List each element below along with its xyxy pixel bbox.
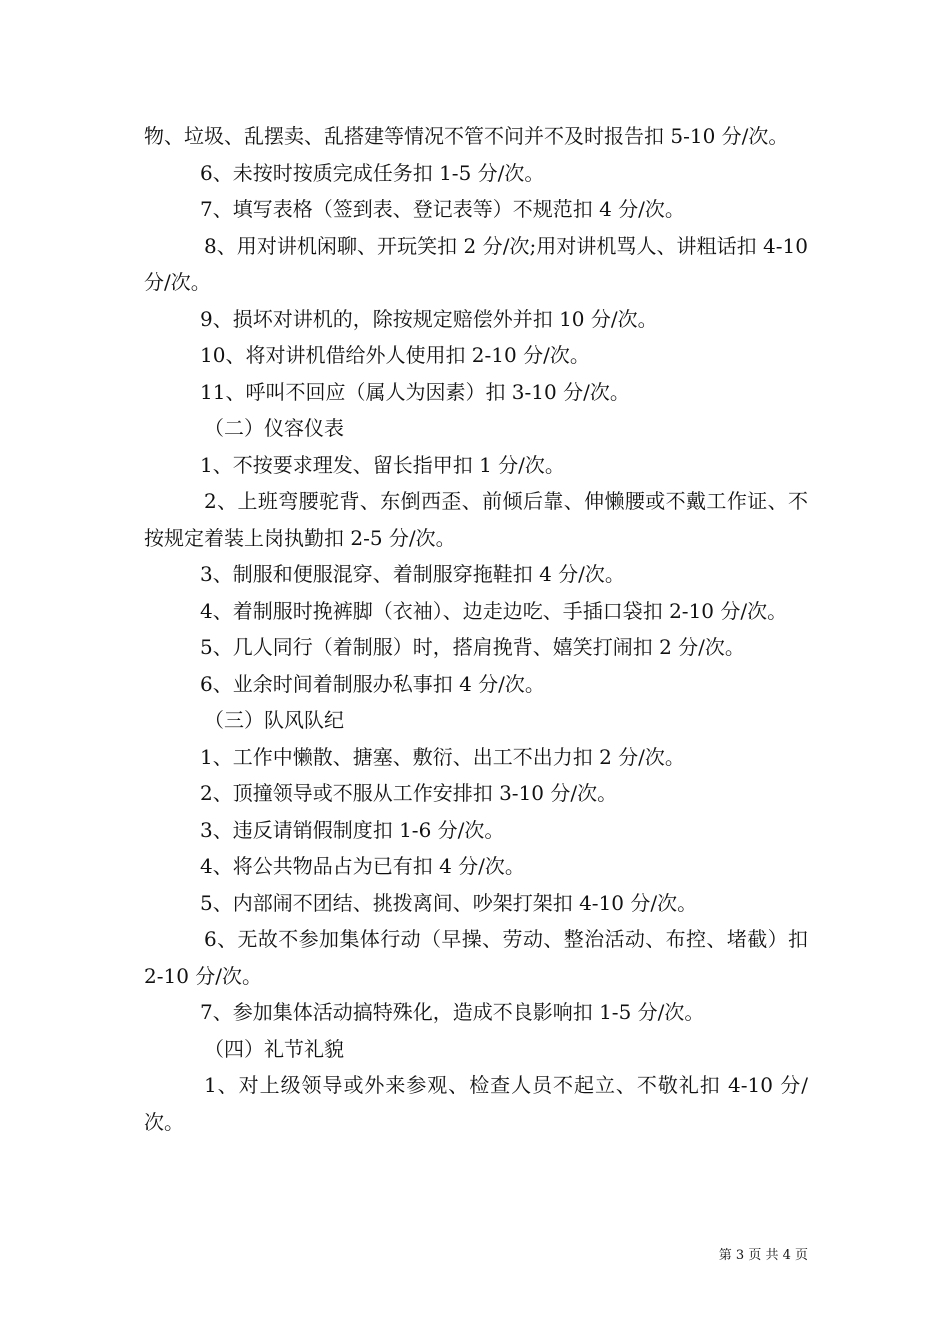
paragraph-item: 5、内部闹不团结、挑拨离间、吵架打架扣 4-10 分/次。 bbox=[200, 890, 698, 915]
section-heading: （三）队风队纪 bbox=[204, 708, 344, 732]
paragraph-item: 2、上班弯腰驼背、东倒西歪、前倾后靠、伸懒腰或不戴工作证、不按规定着装上岗执勤扣 2-5 分/次。 bbox=[144, 489, 808, 550]
paragraph-item: 1、不按要求理发、留长指甲扣 1 分/次。 bbox=[200, 452, 565, 477]
paragraph-item: 2、顶撞领导或不服从工作安排扣 3-10 分/次。 bbox=[200, 781, 618, 805]
paragraph-item: 6、未按时按质完成任务扣 1-5 分/次。 bbox=[200, 160, 545, 185]
paragraph-item: 4、将公共物品占为已有扣 4 分/次。 bbox=[200, 854, 525, 878]
section-heading: （二）仪容仪表 bbox=[204, 416, 344, 440]
paragraph-item: 1、工作中懒散、搪塞、敷衍、出工不出力扣 2 分/次。 bbox=[200, 744, 685, 769]
section-heading: （四）礼节礼貌 bbox=[204, 1036, 344, 1061]
paragraph-item: 6、业余时间着制服办私事扣 4 分/次。 bbox=[200, 671, 545, 696]
paragraph-item: 4、着制服时挽裤脚（衣袖）、边走边吃、手插口袋扣 2-10 分/次。 bbox=[200, 598, 788, 623]
paragraph-item: 10、将对讲机借给外人使用扣 2-10 分/次。 bbox=[200, 343, 590, 367]
paragraph-item: 11、呼叫不回应（属人为因素）扣 3-10 分/次。 bbox=[200, 379, 630, 404]
document-body bbox=[144, 118, 808, 1140]
paragraph-item: 9、损坏对讲机的，除按规定赔偿外并扣 10 分/次。 bbox=[200, 306, 658, 331]
paragraph-item: 6、无故不参加集体行动（早操、劳动、整治活动、布控、堵截）扣 2-10 分/次。 bbox=[144, 927, 808, 988]
paragraph-continuation: 物、垃圾、乱摆卖、乱搭建等情况不管不问并不及时报告扣 5-10 分/次。 bbox=[144, 124, 789, 148]
paragraph-item: 7、填写表格（签到表、登记表等）不规范扣 4 分/次。 bbox=[200, 197, 685, 221]
page-number-footer: 第 3 页 共 4 页 bbox=[718, 1248, 808, 1263]
paragraph-item: 5、几人同行（着制服）时，搭肩挽背、嬉笑打闹扣 2 分/次。 bbox=[200, 635, 745, 659]
paragraph-item: 3、制服和便服混穿、着制服穿拖鞋扣 4 分/次。 bbox=[200, 562, 625, 586]
paragraph-item: 7、参加集体活动搞特殊化，造成不良影响扣 1-5 分/次。 bbox=[200, 1000, 705, 1024]
paragraph-item: 1、对上级领导或外来参观、检查人员不起立、不敬礼扣 4-10 分/次。 bbox=[144, 1073, 808, 1134]
paragraph-item: 8、用对讲机闲聊、开玩笑扣 2 分/次;用对讲机骂人、讲粗话扣 4-10 分/次。 bbox=[144, 233, 808, 294]
paragraph-item: 3、违反请销假制度扣 1-6 分/次。 bbox=[200, 817, 505, 842]
